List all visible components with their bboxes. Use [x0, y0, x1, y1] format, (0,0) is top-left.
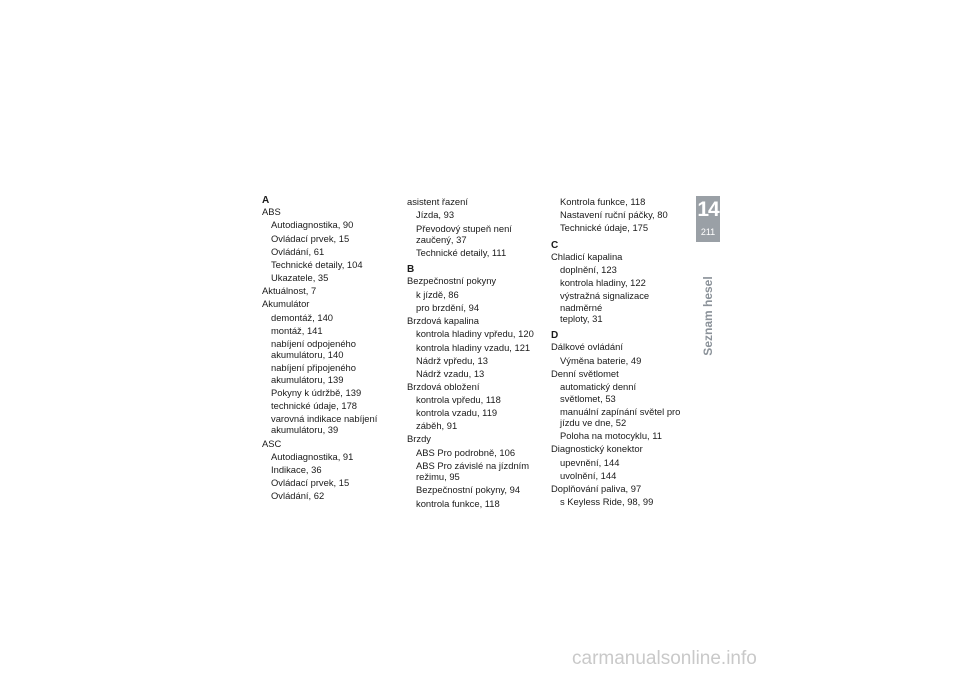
index-subentry-line: varovná indikace nabíjení	[271, 413, 378, 425]
index-subentry-line: demontáž, 140	[271, 311, 334, 323]
index-entry: ABS	[262, 206, 281, 217]
index-subentry	[262, 490, 402, 501]
index-subentry-line: uvolnění, 144	[560, 469, 617, 481]
index-entry: ASC	[262, 437, 282, 449]
index-subentry-line: Nádrž vzadu, 13	[416, 367, 485, 379]
index-letter: A	[262, 195, 270, 206]
index-subentry	[262, 312, 402, 323]
index-subentry	[262, 387, 402, 398]
index-subentry-line: k jízdě, 86	[416, 288, 459, 300]
index-subentry	[551, 381, 691, 404]
index-subentry-line: doplnění, 123	[560, 264, 617, 275]
index-subentry	[407, 247, 547, 258]
index-subentry	[551, 264, 691, 275]
index-subentry-line: Autodiagnostika, 91	[271, 450, 354, 462]
index-subentry-line: Technické detaily, 104	[271, 258, 363, 270]
index-subentry-line: kontrola vpředu, 118	[416, 394, 501, 406]
index-entry: Brzdová kapalina	[407, 315, 479, 326]
index-subentry-line: Pokyny k údržbě, 139	[271, 386, 362, 398]
watermark-text: carmanualsonline.info	[572, 648, 757, 669]
index-subentry-line: Bezpečnostní pokyny, 94	[416, 484, 521, 496]
index-subentry	[262, 272, 402, 283]
index-subentry	[262, 464, 402, 475]
index-subentry-line: teploty, 31	[560, 313, 603, 324]
index-subentry-line: Kontrola funkce, 118	[560, 196, 646, 207]
index-subentry	[262, 477, 402, 488]
index-subentry	[407, 368, 547, 379]
index-subentry-line: Ukazatele, 35	[271, 271, 329, 283]
index-subentry-line: Nastavení ruční páčky, 80	[560, 209, 668, 221]
index-subentry-line: nabíjení odpojeného	[271, 337, 356, 349]
index-subentry	[262, 259, 402, 270]
index-subentry	[407, 355, 547, 366]
index-subentry	[551, 209, 691, 220]
index-subentry-line: manuální zapínání světel pro	[560, 405, 681, 417]
index-subentry	[407, 328, 547, 339]
index-subentry-line: světlomet, 53	[560, 392, 616, 404]
index-subentry-line: kontrola vzadu, 119	[416, 407, 498, 419]
index-subentry	[407, 407, 547, 418]
index-subentry	[407, 223, 547, 246]
index-subentry-line: výstražná signalizace nadměrné	[560, 290, 650, 313]
index-subentry-line: automatický denní	[560, 381, 637, 393]
index-subentry	[407, 420, 547, 431]
index-subentry-line: Výměna baterie, 49	[560, 354, 642, 366]
index-subentry-line: Technické detaily, 111	[416, 247, 507, 258]
index-subentry	[551, 196, 691, 207]
index-subentry	[262, 325, 402, 336]
index-subentry	[551, 277, 691, 288]
index-subentry-line: Autodiagnostika, 90	[271, 219, 354, 231]
index-subentry	[407, 498, 547, 509]
index-entry: Doplňování paliva, 97	[551, 483, 642, 494]
index-subentry	[551, 290, 691, 324]
index-subentry-line: montáž, 141	[271, 324, 323, 336]
index-subentry	[262, 400, 402, 411]
index-subentry-line: zaučený, 37	[416, 233, 467, 245]
index-subentry	[262, 246, 402, 257]
index-entry: Chladicí kapalina	[551, 250, 623, 262]
index-subentry-line: Technické údaje, 175	[560, 222, 649, 234]
index-column-2	[407, 196, 547, 511]
index-subentry	[407, 484, 547, 495]
index-subentry	[407, 302, 547, 313]
index-subentry-line: Poloha na motocyklu, 11	[560, 430, 662, 442]
index-subentry	[262, 413, 402, 436]
index-entry: Diagnostický konektor	[551, 443, 643, 455]
index-subentry-line: Ovládání, 61	[271, 245, 325, 257]
index-subentry-line: záběh, 91	[416, 420, 458, 432]
index-entry: Brzdová obložení	[407, 380, 480, 392]
section-title: Seznam hesel	[701, 276, 715, 356]
index-subentry	[262, 233, 402, 244]
index-subentry-line: akumulátoru, 39	[271, 424, 339, 436]
index-subentry-line: Ovládání, 62	[271, 490, 325, 502]
index-column-1	[262, 196, 402, 503]
index-subentry-line: ABS Pro podrobně, 106	[416, 446, 516, 458]
index-subentry-line: upevnění, 144	[560, 456, 620, 468]
index-subentry	[407, 394, 547, 405]
index-subentry	[551, 430, 691, 441]
index-subentry	[551, 355, 691, 366]
index-subentry-line: akumulátoru, 139	[271, 373, 344, 385]
index-subentry-line: ABS Pro závislé na jízdním	[416, 459, 530, 471]
index-column-3	[551, 196, 691, 510]
index-subentry-line: jízdu ve dne, 52	[560, 417, 627, 429]
index-subentry-line: Ovládací prvek, 15	[271, 232, 350, 244]
index-subentry	[551, 496, 691, 507]
index-subentry-line: Indikace, 36	[271, 464, 322, 476]
index-subentry	[262, 451, 402, 462]
index-subentry-line: kontrola hladiny, 122	[560, 277, 646, 289]
index-subentry-line: technické údaje, 178	[271, 399, 358, 411]
index-subentry-line: Převodový stupeň není	[416, 222, 512, 234]
index-letter: D	[551, 330, 559, 342]
index-entry: Denní světlomet	[551, 367, 619, 379]
index-subentry-line: kontrola funkce, 118	[416, 497, 500, 509]
index-subentry	[551, 222, 691, 233]
index-subentry	[262, 362, 402, 385]
index-subentry-line: nabíjení připojeného	[271, 362, 356, 374]
index-entry: Dálkové ovládání	[551, 341, 623, 353]
index-subentry	[407, 447, 547, 458]
chapter-number: 14	[697, 198, 719, 221]
index-entry: asistent řazení	[407, 196, 468, 207]
index-subentry-line: kontrola hladiny vpředu, 120	[416, 328, 534, 340]
index-subentry-line: kontrola hladiny vzadu, 121	[416, 341, 531, 353]
index-subentry-line: Ovládací prvek, 15	[271, 477, 350, 489]
index-subentry-line: pro brzdění, 94	[416, 301, 480, 313]
index-entry: Bezpečnostní pokyny	[407, 275, 497, 287]
index-subentry	[262, 338, 402, 361]
index-subentry	[551, 406, 691, 429]
index-subentry	[407, 289, 547, 300]
index-subentry-line: režimu, 95	[416, 471, 460, 483]
index-letter: B	[407, 264, 415, 276]
index-subentry	[262, 219, 402, 230]
index-letter: C	[551, 239, 559, 251]
index-subentry-line: s Keyless Ride, 98, 99	[560, 496, 654, 508]
index-subentry	[407, 460, 547, 483]
index-subentry	[407, 342, 547, 353]
index-subentry	[551, 470, 691, 481]
index-subentry-line: akumulátoru, 140	[271, 349, 344, 361]
page-number: 211	[700, 227, 716, 237]
index-entry: Aktuálnost, 7	[262, 284, 317, 296]
index-entry: Brzdy	[407, 433, 431, 445]
index-subentry-line: Nádrž vpředu, 13	[416, 354, 488, 366]
index-entry: Akumulátor	[262, 298, 310, 310]
index-subentry-line: Jízda, 93	[416, 209, 455, 221]
index-subentry	[407, 209, 547, 220]
index-subentry	[551, 457, 691, 468]
